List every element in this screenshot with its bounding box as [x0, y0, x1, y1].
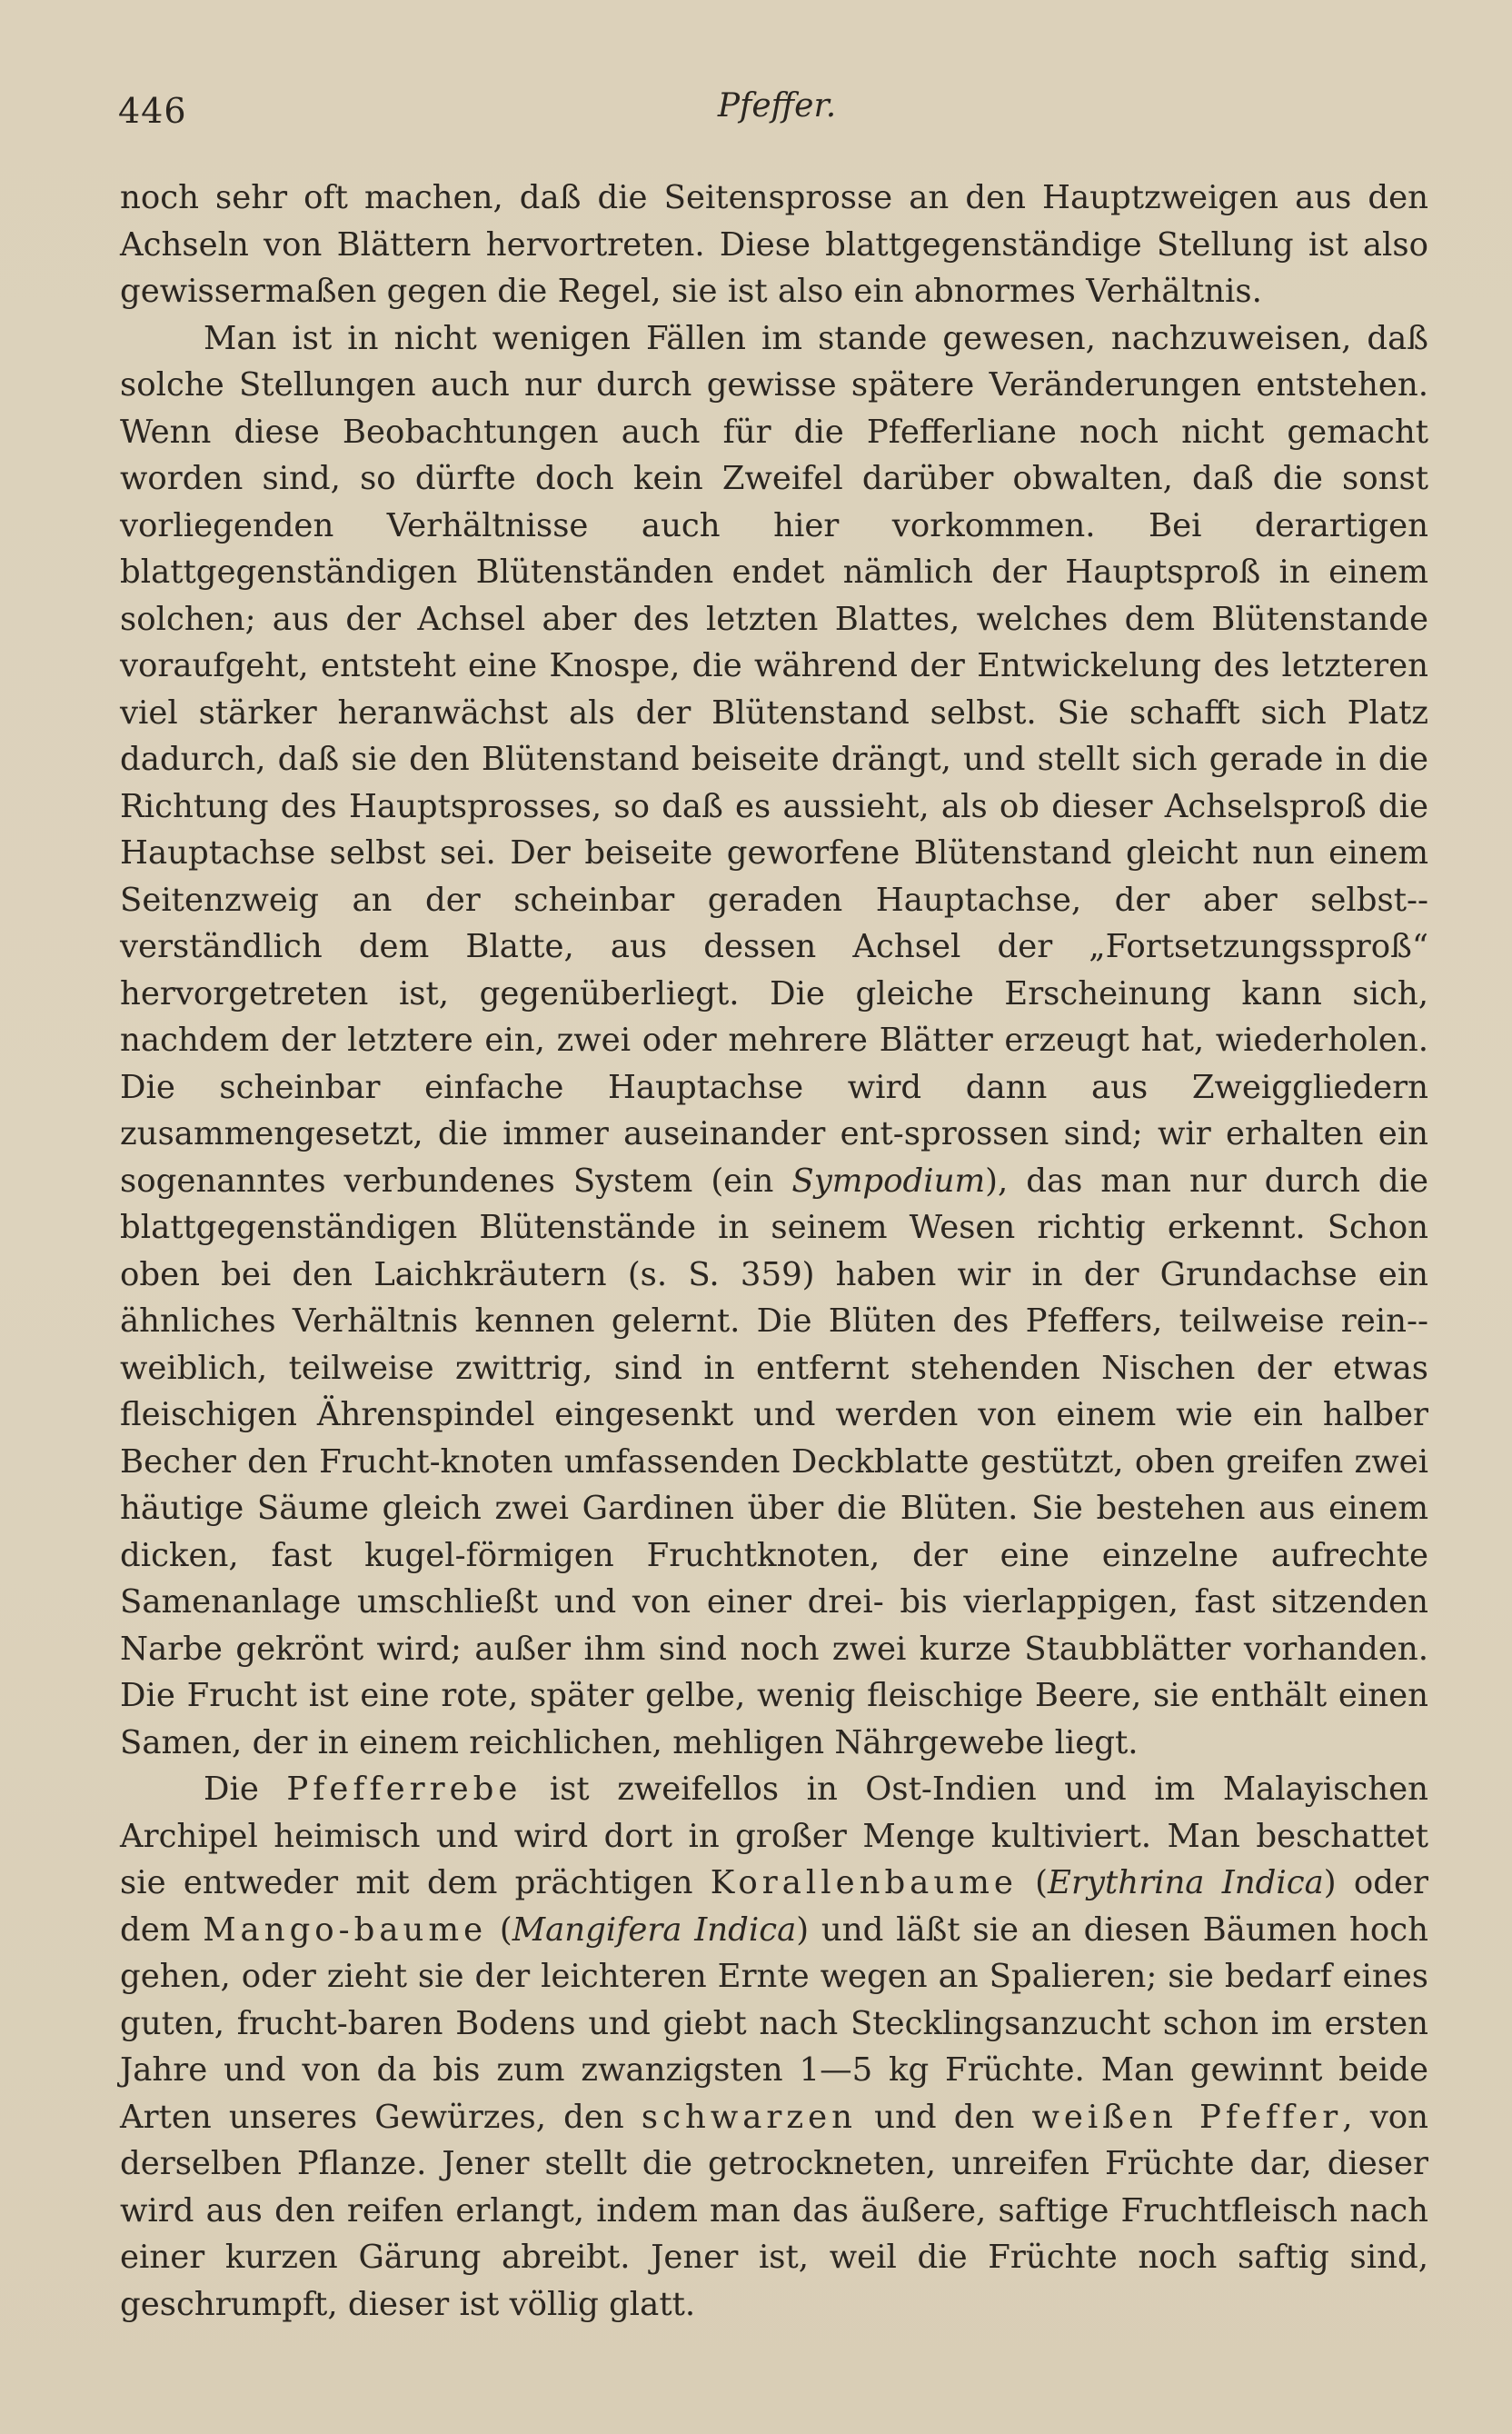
- body-text: [120, 175, 1428, 2328]
- text-run: (: [1017, 1864, 1049, 1901]
- spaced-term: Mango-baume: [203, 1910, 488, 1949]
- paragraph-3: [120, 1766, 1428, 2328]
- text-run: Man ist in nicht wenigen Fällen im stande gewesen, nachzuweisen, daß solche Stellungen auch nur durch gewisse spätere Veränderungen entstehen. Wenn diese Beobachtungen auch für die Pfefferliane noch nicht gemacht worden sind, so dürfte doch kein Zweifel darüber obwalten, daß die sonst vorliegenden Verhältnisse auch hier vorkommen. Bei derartigen blattgegenständigen Blütenständen endet nämlich der Hauptsproß in einem solchen; aus der Achsel aber des letzten Blattes, welches dem Blütenstande voraufgeht, entsteht eine Knospe, die während der Entwickelung des letzteren viel stärker heranwächst als der Blütenstand selbst. Sie schafft sich Platz dadurch, daß sie den Blütenstand beiseite drängt, und stellt sich gerade in die Richtung des Hauptsprosses, so daß es aussieht, als ob dieser Achselsproß die Hauptachse selbst sei. Der beiseite geworfene Blütenstand gleicht nun einem Seitenzweig an der scheinbar geraden Hauptachse, der aber selbst-verständlich dem Blatte, aus dessen Achsel der „Fortsetzungssproß“ hervorgetreten ist, gegenüberliegt. Die gleiche Erscheinung kann sich, nachdem der letztere ein, zwei oder mehrere Blätter erzeugt hat, wiederholen. Die scheinbar einfache Hauptachse wird dann aus Zweiggliedern zusammengesetzt, die immer auseinander ent-sprossen sind; wir erhalten ein sogenanntes verbundenes System (ein: [120, 319, 1428, 1200]
- text-run: ist zweifellos in Ost-Indien und im Malayischen Archipel heimisch und wird dort in großer Menge kultiviert. Man beschattet sie entweder mit dem prächtigen: [120, 1771, 1428, 1901]
- spaced-term: Korallenbaume: [710, 1864, 1018, 1901]
- paragraph-1: [120, 175, 1428, 315]
- running-title: Pfeffer.: [717, 87, 837, 125]
- text-run: (: [487, 1910, 512, 1949]
- latin-term: Erythrina Indica: [1048, 1864, 1324, 1901]
- text-run: ), das man nur durch die blattgegenständigen Blütenstände in seinem Wesen richtig erkennt. Schon oben bei den Laichkräutern (s. S. 359) haben wir in der Grundachse ein ähnliches Verhältnis kennen gelernt. Die Blüten des Pfeffers, teilweise rein-weiblich, teilweise zwittrig, sind in entfernt stehenden Nischen der etwas fleischigen Ährenspindel eingesenkt und werden von einem wie ein halber Becher den Frucht-knoten umfassenden Deckblatte gestützt, oben greifen zwei häutige Säume gleich zwei Gardinen über die Blüten. Sie bestehen aus einem dicken, fast kugel-förmigen Fruchtknoten, der eine einzelne aufrechte Samenanlage umschließt und von einer drei- bis vierlappigen, fast sitzenden Narbe gekrönt wird; außer ihm sind noch zwei kurze Staubblätter vorhanden. Die Frucht ist eine rote, später gelbe, wenig fleischige Beere, sie enthält einen Samen, der in einem reichlichen, mehligen Nährgewebe liegt.: [120, 1162, 1428, 1761]
- text-run: noch sehr oft machen, daß die Seitensprosse an den Hauptzweigen aus den Achseln von Blättern hervortreten. Diese blattgegenständige Stellung ist also gewissermaßen gegen die Regel, sie ist also ein abnormes Verhältnis.: [120, 179, 1428, 310]
- page-number: 446: [118, 91, 187, 131]
- latin-term: Sympodium: [791, 1162, 986, 1200]
- latin-term: Mangifera Indica: [512, 1910, 797, 1949]
- spaced-term: weißen Pfeffer: [1031, 2098, 1343, 2136]
- page-header: [118, 84, 1436, 138]
- text-run: , von derselben Pflanze. Jener stellt die getrockneten, unreifen Früchte dar, dieser wird aus den reifen erlangt, indem man das äußere, saftige Fruchtfleisch nach einer kurzen Gärung abreibt. Jener ist, weil die Früchte noch saftig sind, geschrumpft, dieser ist völlig glatt.: [120, 2098, 1428, 2323]
- text-run: ) oder dem: [120, 1864, 1429, 1949]
- text-run: Die: [204, 1771, 287, 1808]
- text-run: ) und läßt sie an diesen Bäumen hoch gehen, oder zieht sie der leichteren Ernte wegen an Spalieren; sie bedarf eines guten, frucht-baren Bodens und giebt nach Stecklingsanzucht schon im ersten Jahre und von da bis zum zwanzigsten 1—5 kg Früchte. Man gewinnt beide Arten unseres Gewürzes, den: [120, 1910, 1428, 2136]
- paragraph-2: [120, 315, 1428, 1767]
- spaced-term: Pfefferrebe: [286, 1771, 522, 1808]
- text-run: und den: [856, 2098, 1032, 2136]
- spaced-term: schwarzen: [641, 2098, 857, 2136]
